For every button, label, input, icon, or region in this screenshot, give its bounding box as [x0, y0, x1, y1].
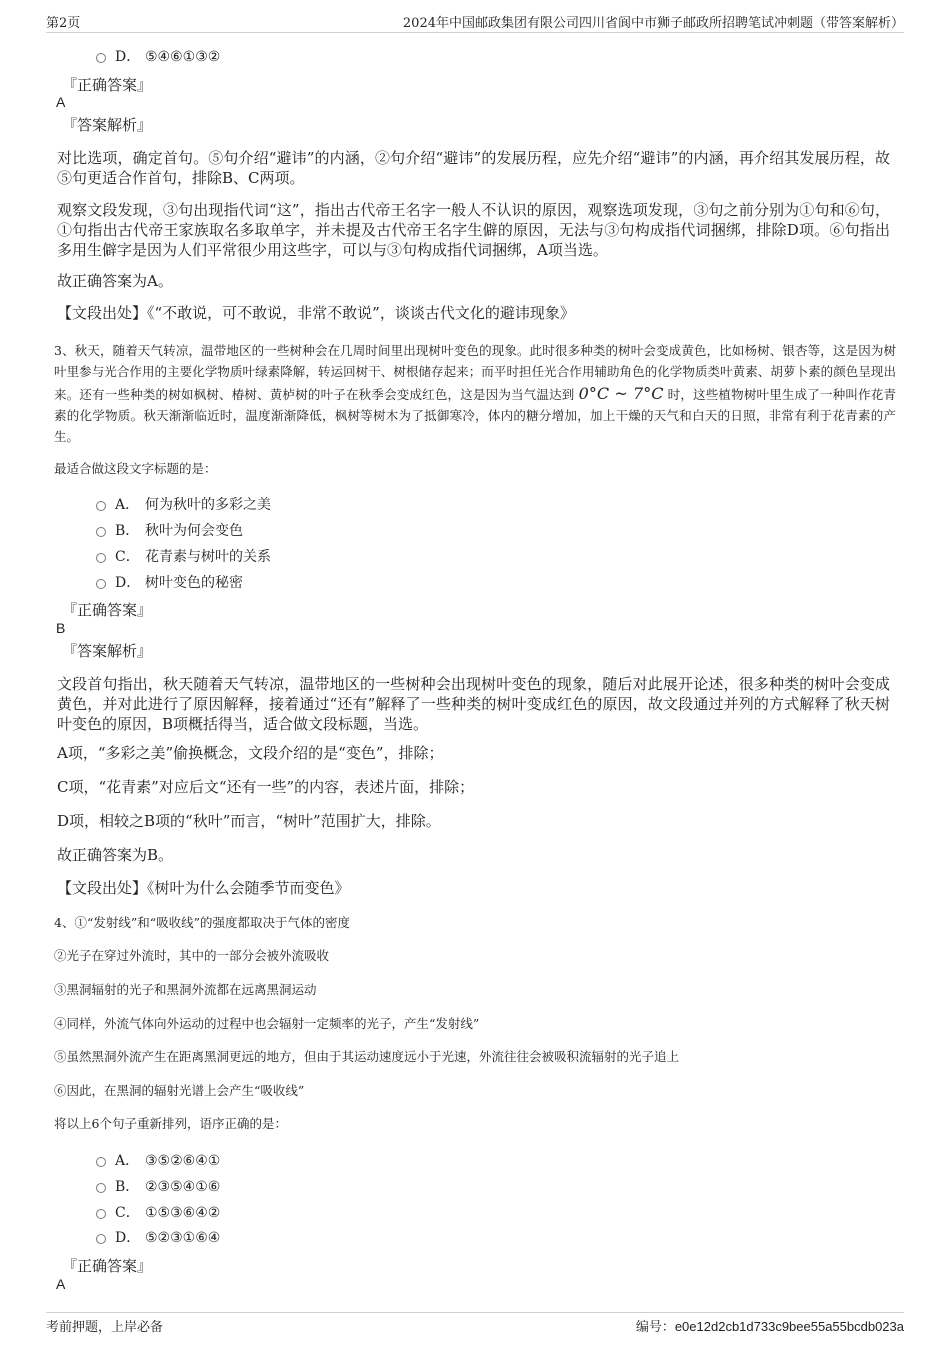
q3-analysis-label: 『答案解析』 — [62, 642, 153, 660]
page-footer — [46, 1312, 904, 1339]
temperature-range: 0°C ~ 7°C — [578, 383, 664, 403]
radio-icon[interactable] — [96, 1209, 106, 1219]
radio-icon[interactable] — [96, 53, 106, 63]
q2-analysis-p3: 故正确答案为A。 — [57, 272, 173, 290]
q2-analysis-p2: 观察文段发现，③句出现指代词“这”，指出古代帝王名字一般人不认识的原因，观察选项发现，③句之前分别为①句和⑥句，①句指出古代帝王家族取名多取单字，并未提及古代帝王名字生僻的原因，无法与③句构成指代词捆绑，排除D项。⑥句指出多用生僻字是因为人们平常很少用这些字，可以与③句构成指代词捆绑，A项当选。 — [57, 201, 890, 259]
q3-option-a[interactable]: A． 何为秋叶的多彩之美 — [96, 495, 271, 515]
q4-option-c[interactable]: C． ①⑤③⑥④② — [96, 1203, 220, 1223]
q4-sentence-2: ②光子在穿过外流时，其中的一部分会被外流吸收 — [54, 948, 330, 963]
q4-sentence-4: ④同样，外流气体向外运动的过程中也会辐射一定频率的光子，产生“发射线” — [54, 1016, 480, 1031]
q3-correct-answer: B — [56, 620, 66, 636]
q2-analysis-label: 『答案解析』 — [62, 116, 153, 134]
radio-icon[interactable] — [96, 1157, 106, 1167]
page-header — [46, 12, 904, 33]
q4-sentence-6: ⑥因此，在黑洞的辐射光谱上会产生“吸收线” — [54, 1083, 305, 1098]
q3-source: 【文段出处】《树叶为什么会随季节而变色》 — [57, 879, 350, 897]
q4-sentence-3: ③黑洞辐射的光子和黑洞外流都在远离黑洞运动 — [54, 982, 317, 997]
radio-icon[interactable] — [96, 527, 106, 537]
radio-icon[interactable] — [96, 501, 106, 511]
q2-correct-answer: A — [56, 94, 66, 110]
q4-option-d[interactable]: D． ⑤②③①⑥④ — [96, 1228, 220, 1248]
document-title: 2024年中国邮政集团有限公司四川省阆中市狮子邮政所招聘笔试冲刺题（带答案解析） — [402, 16, 904, 31]
page-number: 第2页 — [46, 16, 81, 31]
q2-option-d[interactable]: D． ⑤④⑥①③② — [96, 47, 220, 67]
q3-stem: 3、秋天，随着天气转凉，温带地区的一些树种会在几周时间里出现树叶变色的现象。此时很多种类的树叶会变成黄色，比如杨树、银杏等，这是因为树叶里参与光合作用的主要化学物质叶绿素降解，转运回树干、树根储存起来；而平时担任光合作用辅助角色的化学物质类叶黄素、胡萝卜素的颜色呈现出来。还有一些种类的树如枫树、椿树、黄栌树的叶子在秋季会变成红色，这是因为当气温达到 0°C ~ 7°C 时，这些植物树叶里生成了一种叫作花青素的化学物质。秋天渐渐临近时，温度渐渐降低，枫树等树木为了抵御寒冷，体内的糖分增加，加上干燥的天气和白天的日照，非常有利于花青素的产生。 — [54, 343, 896, 445]
q3-analysis-p4: D项，相较之B项的“秋叶”而言，“树叶”范围扩大，排除。 — [57, 812, 441, 830]
q4-option-a[interactable]: A． ③⑤②⑥④① — [96, 1151, 220, 1171]
q3-analysis-p2: A项，“多彩之美”偷换概念，文段介绍的是“变色”，排除； — [57, 744, 444, 762]
footer-slogan: 考前押题，上岸必备 — [46, 1320, 164, 1335]
q2-correct-label: 『正确答案』 — [62, 76, 153, 94]
q4-sentence-5: ⑤虽然黑洞外流产生在距离黑洞更远的地方，但由于其运动速度远小于光速，外流往往会被吸积流辐射的光子追上 — [54, 1049, 680, 1064]
q3-analysis-p5: 故正确答案为B。 — [57, 846, 174, 864]
q3-option-b[interactable]: B． 秋叶为何会变色 — [96, 521, 243, 541]
document-code: 编号：e0e12d2cb1d733c9bee55a55bcdb023a — [635, 1319, 904, 1335]
q3-analysis-p1: 文段首句指出，秋天随着天气转凉，温带地区的一些树种会出现树叶变色的现象，随后对此展开论述，很多种类的树叶会变成黄色，并对此进行了原因解释，接着通过“还有”解释了一些种类的树叶变成红色的原因，故文段通过并列的方式解释了秋天树叶变色的原因，B项概括得当，适合做文段标题，当选。 — [57, 675, 890, 733]
q2-analysis-p1: 对比选项，确定首句。⑤句介绍“避讳”的内涵，②句介绍“避讳”的发展历程，应先介绍“避讳”的内涵，再介绍其发展历程，故⑤句更适合作首句，排除B、C两项。 — [57, 149, 890, 187]
q4-correct-label: 『正确答案』 — [62, 1257, 153, 1275]
radio-icon[interactable] — [96, 553, 106, 563]
q4-option-b[interactable]: B． ②③⑤④①⑥ — [96, 1177, 220, 1197]
q3-prompt: 最适合做这段文字标题的是： — [54, 461, 217, 476]
q3-analysis-p3: C项，“花青素”对应后文“还有一些”的内容，表述片面，排除； — [57, 778, 475, 796]
q4-sentence-1: 4、①“发射线”和“吸收线”的强度都取决于气体的密度 — [54, 915, 351, 930]
q4-correct-answer: A — [56, 1276, 66, 1292]
q3-option-d[interactable]: D． 树叶变色的秘密 — [96, 573, 243, 593]
radio-icon[interactable] — [96, 579, 106, 589]
q3-correct-label: 『正确答案』 — [62, 601, 153, 619]
q4-prompt: 将以上6个句子重新排列，语序正确的是： — [54, 1116, 287, 1131]
radio-icon[interactable] — [96, 1183, 106, 1193]
radio-icon[interactable] — [96, 1234, 106, 1244]
q3-option-c[interactable]: C． 花青素与树叶的关系 — [96, 547, 271, 567]
q2-source: 【文段出处】《“不敢说，可不敢说，非常不敢说”，谈谈古代文化的避讳现象》 — [57, 304, 575, 322]
